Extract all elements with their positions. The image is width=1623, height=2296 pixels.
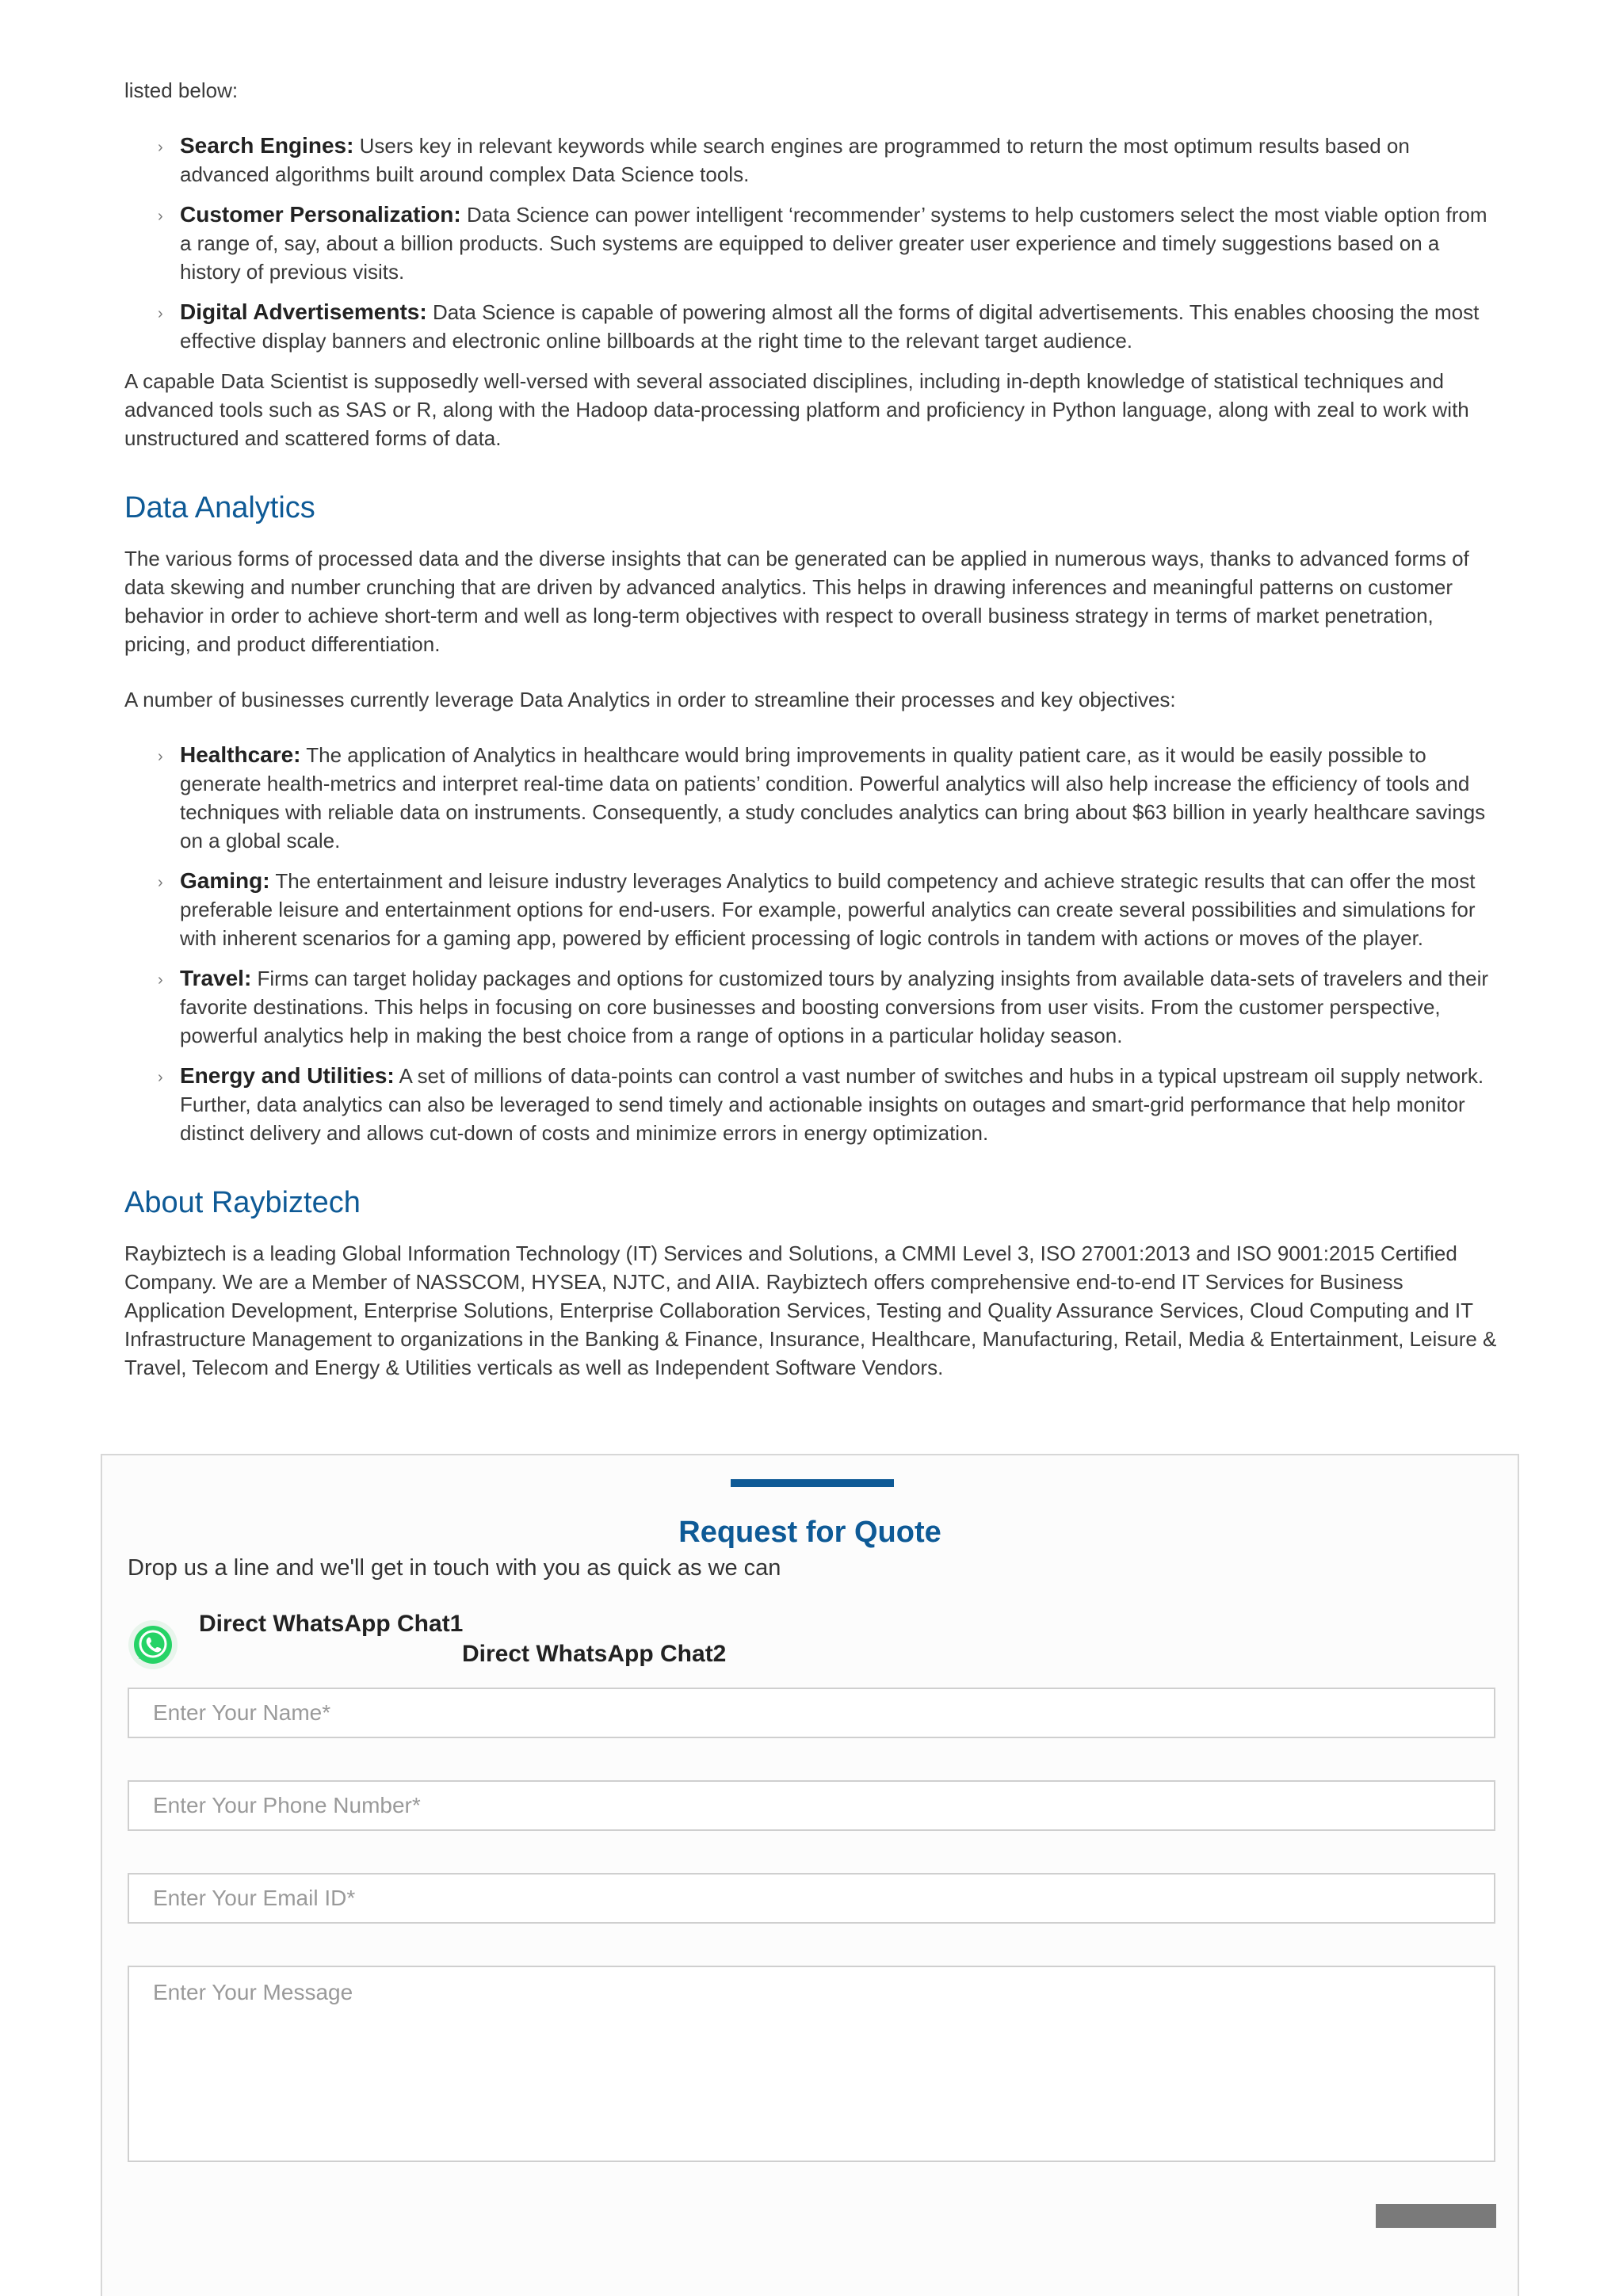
list-item: › Search Engines: Users key in relevant keywords while search engines are programmed to return the most optimum results based on advanced algorithms built around complex Data Science tools.: [158, 133, 1410, 186]
heading-about-raybiztech: About Raybiztech: [124, 1186, 361, 1219]
quote-subtitle: Drop us a line and we'll get in touch with you as quick as we can: [128, 1555, 781, 1581]
businesses-paragraph: A number of businesses currently leverage Data Analytics in order to streamline their processes and key objectives:: [124, 688, 1176, 711]
about-paragraph: Raybiztech is a leading Global Information Technology (IT) Services and Solutions, a CMMI Level 3, ISO 27001:2013 and ISO 9001:2015 Certified Company. We are a Member of NASSCOM, HYSEA, NJTC, and AIIA. Raybiztech offers comprehensive end-to-end IT Services for Business Application Development, Enterprise Solutions, Enterprise Collaboration Services, Testing and Quality Assurance Services, Cloud Computing and IT Infrastructure Management to organizations in the Banking & Finance, Insurance, Healthcare, Manufacturing, Retail, Media & Entertainment, Leisure & Travel, Telecom and Energy & Utilities verticals as well as Independent Software Vendors.: [124, 1241, 1497, 1379]
chevron-right-icon: ›: [158, 1069, 163, 1086]
chevron-right-icon: ›: [158, 305, 163, 322]
analytics-paragraph: The various forms of processed data and the diverse insights that can be generated can be applied in numerous ways, thanks to advanced forms of data skewing and number crunching that are driven by advanced analytics. This helps in drawing inferences and meaningful patterns on customer behavior in order to achieve short-term and well as long-term objectives with respect to overall business strategy in terms of market penetration, pricing, and product differentiation.: [124, 547, 1469, 656]
request-quote-form: [101, 1454, 1519, 2296]
data-science-uses-list: [124, 132, 1499, 355]
message-textarea[interactable]: [128, 1966, 1495, 2162]
list-item: › Healthcare: The application of Analytics in healthcare would bring improvements in quality patient care, as it would be easily possible to generate health-metrics and interpret real-time data on patients’ condition. Powerful analytics will also help increase the efficiency of tools and techniques with reliable data on instruments. Consequently, a study concludes analytics can bring about $63 billion in yearly healthcare savings on a global scale.: [158, 742, 1486, 852]
chevron-right-icon: ›: [158, 971, 163, 989]
chevron-right-icon: ›: [158, 748, 163, 765]
analytics-uses-list: [124, 741, 1499, 1147]
chevron-right-icon: ›: [158, 874, 163, 891]
list-item: › Gaming: The entertainment and leisure industry leverages Analytics to build competency and achieve strategic results that can offer the most preferable leisure and entertainment options for end-users. For example, powerful analytics can create several possibilities and simulations for with inherent scenarios for a gaming app, powered by efficient processing of logic controls in tandem with actions or moves of the player.: [158, 868, 1476, 950]
article-content: [124, 76, 1499, 1409]
data-scientist-paragraph: A capable Data Scientist is supposedly well-versed with several associated disciplines, including in-depth knowledge of statistical techniques and advanced tools such as SAS or R, along with the Hadoop data-processing platform and proficiency in Python language, along with zeal to work with unstructured and scattered forms of data.: [124, 369, 1469, 450]
list-item: › Energy and Utilities: A set of millions of data-points can control a vast number of switches and hubs in a typical upstream oil supply network. Further, data analytics can also be leveraged to send timely and actionable insights on outages and smart-grid performance that help monitor distinct delivery and allows cut-down of costs and minimize errors in energy optimization.: [158, 1063, 1484, 1145]
chevron-right-icon: ›: [158, 208, 163, 225]
list-item: › Customer Personalization: Data Science can power intelligent ‘recommender’ systems to help customers select the most viable option from a range of, say, about a billion products. Such systems are equipped to deliver greater user experience and timely suggestions based on a history of previous visits.: [158, 202, 1487, 284]
list-item: › Digital Advertisements: Data Science is capable of powering almost all the forms of digital advertisements. This enables choosing the most effective display banners and electronic online billboards at the right time to the relevant target audience.: [158, 299, 1480, 353]
whatsapp-chat2-link[interactable]: Direct WhatsApp Chat2: [462, 1641, 727, 1667]
email-input[interactable]: [128, 1873, 1495, 1924]
title-accent-bar: [731, 1479, 894, 1487]
whatsapp-icon[interactable]: [128, 1619, 178, 1670]
list-item: › Travel: Firms can target holiday packages and options for customized tours by analyzing insights from available data-sets of travelers and their favorite destinations. This helps in focusing on core businesses and boosting conversions from user visits. From the customer perspective, powerful analytics help in making the best choice from a range of options in a particular holiday season.: [158, 966, 1489, 1047]
quote-title: Request for Quote: [678, 1516, 941, 1549]
submit-button[interactable]: [1376, 2204, 1496, 2228]
intro-text: listed below:: [124, 78, 239, 102]
heading-data-analytics: Data Analytics: [124, 491, 315, 524]
chevron-right-icon: ›: [158, 139, 163, 156]
whatsapp-chat1-link[interactable]: Direct WhatsApp Chat1: [199, 1611, 464, 1637]
phone-input[interactable]: [128, 1780, 1495, 1831]
name-input[interactable]: [128, 1688, 1495, 1738]
